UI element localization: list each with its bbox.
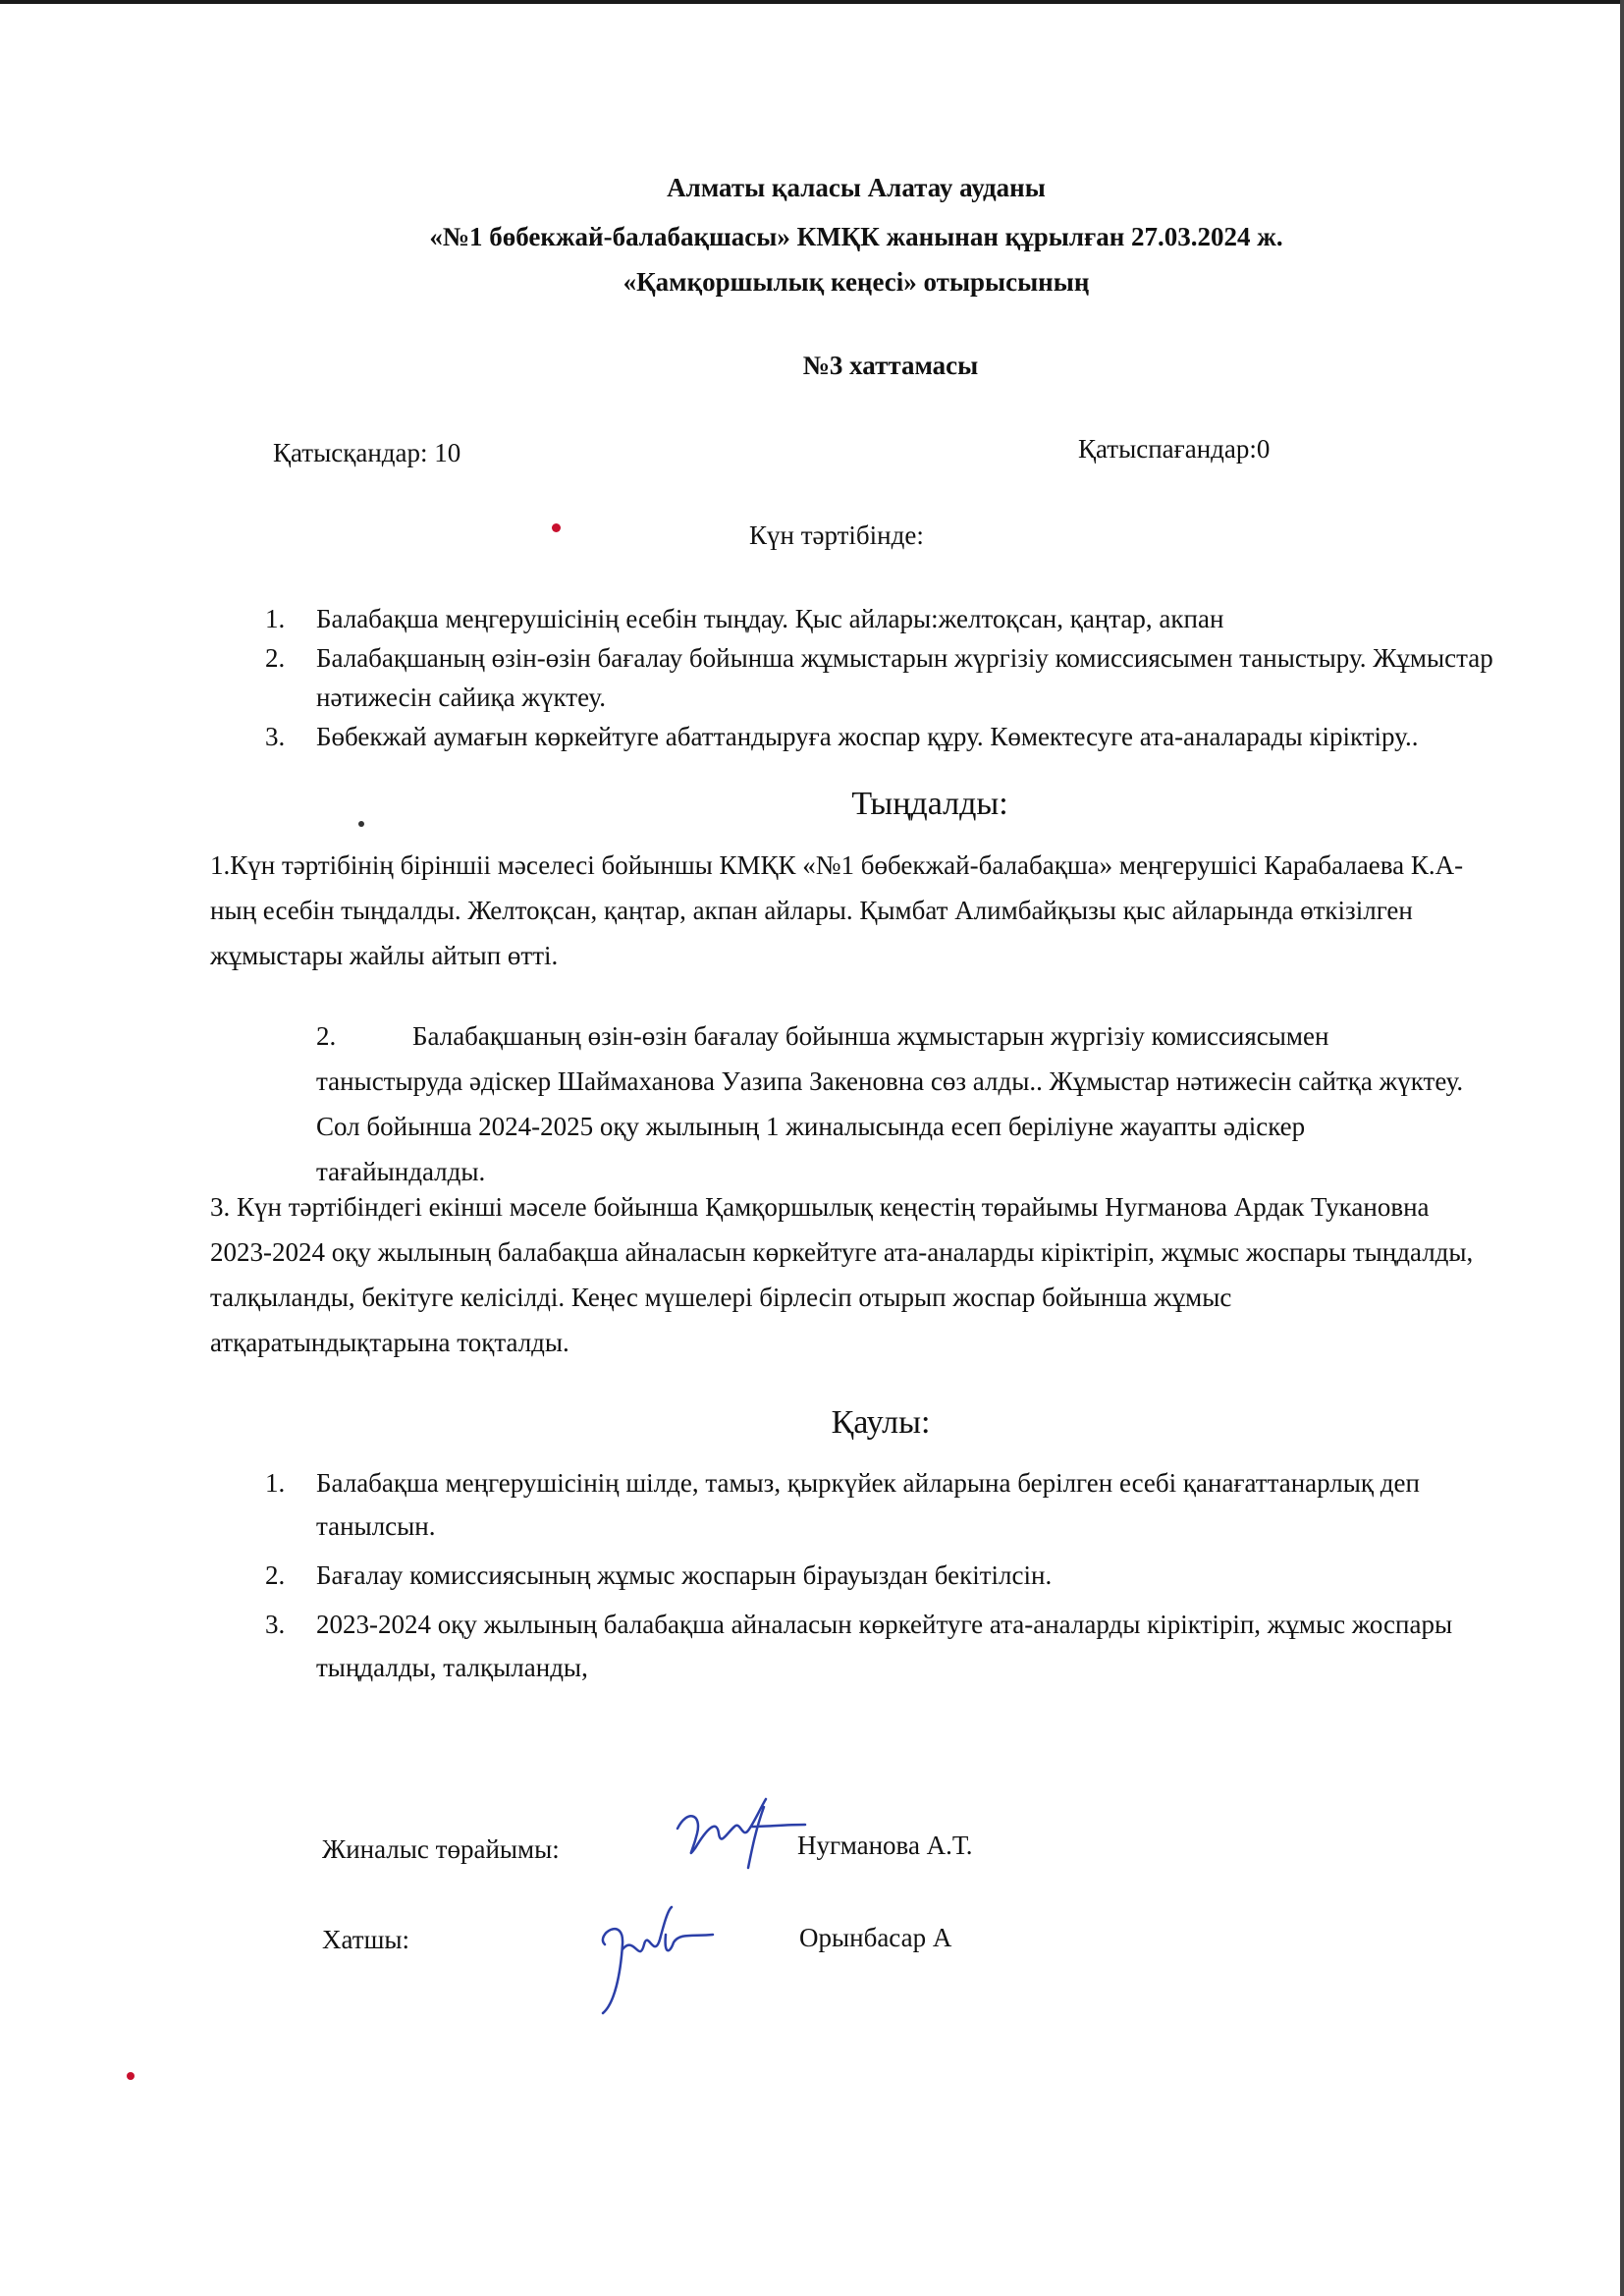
- heard-title: Тыңдалды:: [851, 786, 1008, 822]
- resolution-item-number: 3.: [265, 1610, 286, 1639]
- secretary-label: Хатшы:: [322, 1925, 410, 1954]
- resolution-item-text: Бағалау комиссиясының жұмыс жоспарын бірауыздан бекітілсін.: [316, 1560, 1053, 1590]
- scan-edge-top: [0, 0, 1624, 4]
- chair-name: Нугманова А.Т.: [797, 1831, 973, 1860]
- agenda-item-number: 1.: [265, 604, 286, 633]
- resolution-item-text: Балабақша меңгерушісінің шілде, тамыз, қыркүйек айларына берілген есебі қанағаттанарлық деп танылсын.: [316, 1468, 1420, 1541]
- heard-paragraph-2: Балабақшаның өзін-өзін бағалау бойынша жұмыстарын жүргізіу комиссиясымен таныстыруда әдіскер Шаймаханова Уазипа Закеновна сөз алды.. Жұмыстар нәтижесін сайтқа жүктеу. Сол бойынша 2024-2025 оқу жылының 1 жиналысында есеп беріліуне жауапты әдіскер тағайындалды.: [316, 1021, 1464, 1186]
- agenda-list: [265, 599, 1493, 756]
- header-line-2: «№1 бөбекжай-балабақшасы» КМҚК жанынан құрылған 27.03.2024 ж.: [429, 222, 1283, 251]
- chair-label: Жиналыс төрайымы:: [322, 1834, 560, 1864]
- agenda-item-text: Балабақшаның өзін-өзін бағалау бойынша жұмыстарын жүргізіу комиссиясымен таныстыру. Жұмыстар нәтижесін сайиқа жүктеу.: [316, 643, 1493, 712]
- heard-paragraph-1: 1.Күн тәртібінің біріншіі мәселесі бойыншы КМҚК «№1 бөбекжай-балабақша» меңгерушісі Карабалаева К.А-ның есебін тыңдалды. Желтоқсан, қаңтар, акпан айлары. Қымбат Алимбайқызы қыс айларында өткізілген жұмыстары жайлы айтып өтті.: [210, 850, 1464, 970]
- agenda-item-number: 3.: [265, 722, 286, 751]
- agenda-item-text: Бөбекжай аумағын көркейтуге абаттандыруға жоспар құру. Көмектесуге ата-аналарады кіріктіру..: [316, 722, 1419, 751]
- header-line-1: Алматы қаласы Алатау ауданы: [667, 173, 1046, 202]
- resolution-list: [265, 1461, 1492, 1689]
- agenda-title: Күн тәртібінде:: [749, 520, 924, 550]
- resolution-item: [265, 1461, 1475, 1548]
- resolution-item: [265, 1603, 1524, 1689]
- agenda-item: [265, 717, 1475, 756]
- resolution-item-number: 2.: [265, 1560, 286, 1590]
- secretary-name: Орынбасар А: [799, 1923, 952, 1952]
- resolution-item-number: 1.: [265, 1468, 286, 1498]
- resolution-item: [265, 1554, 1492, 1597]
- agenda-item-number: 2.: [265, 643, 286, 673]
- header-line-3: «Қамқоршылық кеңесі» отырысының: [623, 267, 1090, 297]
- heard-paragraph-3: 3. Күн тәртібіндегі екінші мәселе бойынша Қамқоршылық кеңестің төрайымы Нугманова Ардак Тукановна 2023-2024 оқу жылының балабақша айналасын көркейтуге ата-аналарды кіріктіріп, жұмыс жоспары тыңдалды, талқыланды, бекітуге келісілді. Кеңес мүшелері бірлесіп отырып жоспар бойынша жұмыс атқаратындықтарына тоқталды.: [210, 1192, 1474, 1357]
- agenda-item-text: Балабақша меңгерушісінің есебін тыңдау. Қыс айлары:желтоқсан, қаңтар, акпан: [316, 604, 1224, 633]
- resolution-item-text: 2023-2024 оқу жылының балабақша айналасын көркейтуге ата-аналарды кіріктіріп, жұмыс жоспары тыңдалды, талқыланды,: [316, 1610, 1453, 1682]
- red-ink-speck-bottom: [127, 2072, 135, 2080]
- chair-signature: [658, 1789, 815, 1878]
- secretary-signature: [585, 1905, 732, 2023]
- attendance-absent: Қатыспағандар:0: [1078, 434, 1271, 464]
- resolution-title: Қаулы:: [831, 1404, 931, 1441]
- red-ink-speck: [552, 523, 561, 532]
- agenda-item: [265, 638, 1524, 717]
- heard-paragraph-2-number: 2.: [316, 1021, 337, 1051]
- protocol-number: №3 хаттамасы: [802, 351, 979, 380]
- attendance-present: Қатысқандар: 10: [273, 438, 461, 467]
- agenda-item: [265, 599, 1483, 638]
- heard-paragraph-2-block: [316, 1013, 1475, 1194]
- scan-edge-right: [1620, 0, 1624, 2296]
